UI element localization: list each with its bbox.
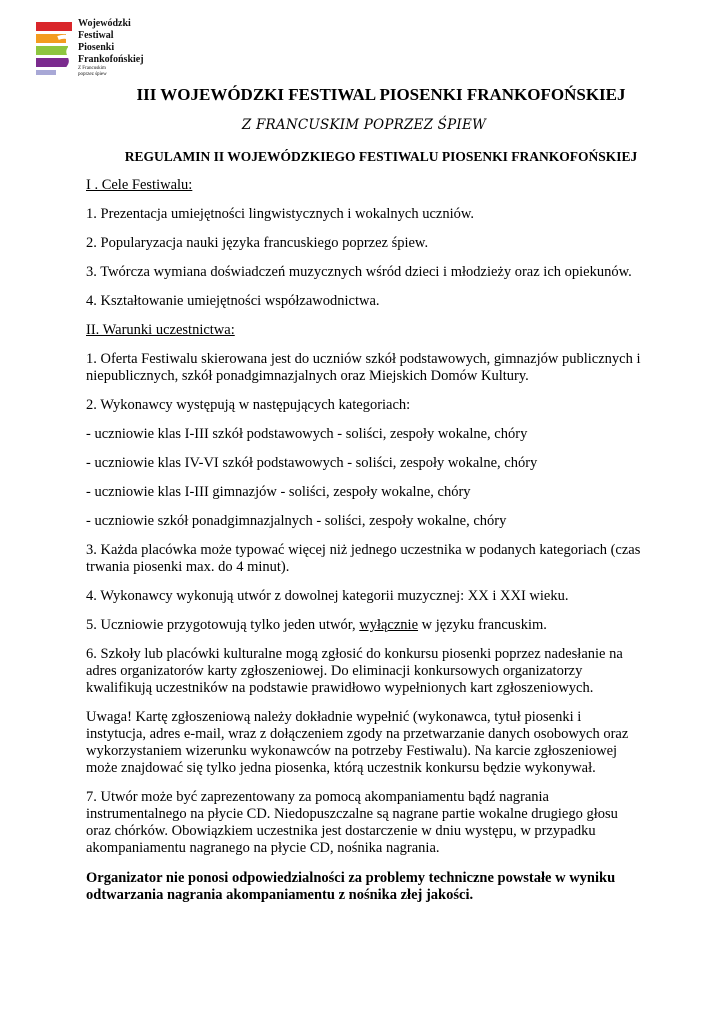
warning-paragraph: Organizator nie ponosi odpowiedzialności za problemy techniczne powstałe w wyniku odtwarzania nagrania akompaniamentu z nośnika złej jakości. bbox=[86, 870, 616, 903]
condition-4: 4. Wykonawcy wykonują utwór z dowolnej kategorii muzycznej: XX i XXI wieku. bbox=[86, 588, 569, 604]
condition-6: 6. Szkoły lub placówki kulturalne mogą zgłosić do konkursu piosenki poprzez nadesłanie na adres organizatorów karty zgłoszeniowej. Do eliminacji konkursowych organizatorzy kwalifikują uczestników na podstawie prawidłowo wypełnionych kart zgłoszeniowych. bbox=[86, 646, 623, 696]
page-title: III WOJEWÓDZKI FESTIWAL PIOSENKI FRANKOFOŃSKIEJ bbox=[136, 85, 626, 104]
condition-3: 3. Każda placówka może typować więcej niż jednego uczestnika w podanych kategoriach (czas trwania piosenki max. do 4 minut). bbox=[86, 542, 641, 575]
condition-2: 2. Wykonawcy występują w następujących kategoriach: bbox=[86, 397, 411, 413]
section-goals-heading: I . Cele Festiwalu: bbox=[86, 177, 193, 193]
condition-5-emphasis: wyłącznie bbox=[359, 617, 419, 633]
goal-item: 1. Prezentacja umiejętności lingwistycznych i wokalnych uczniów. bbox=[86, 206, 475, 222]
goal-item: 4. Kształtowanie umiejętności współzawodnictwa. bbox=[86, 293, 380, 309]
logo-line-3: Piosenki bbox=[78, 42, 115, 53]
logo-bar-red bbox=[36, 22, 72, 31]
category-item: - uczniowie klas IV-VI szkół podstawowych - soliści, zespoły wokalne, chóry bbox=[86, 455, 538, 471]
logo-line-1: Wojewódzki bbox=[78, 18, 131, 29]
page-subtitle: Z FRANCUSKIM POPRZEZ ŚPIEW bbox=[241, 117, 487, 133]
regulation-heading: REGULAMIN II WOJEWÓDZKIEGO FESTIWALU PIOSENKI FRANKOFOŃSKIEJ bbox=[124, 149, 638, 164]
goal-item: 2. Popularyzacja nauki języka francuskiego poprzez śpiew. bbox=[86, 235, 429, 251]
logo-text bbox=[78, 18, 144, 78]
condition-7: 7. Utwór może być zaprezentowany za pomocą akompaniamentu bądź nagrania instrumentalnego na płycie CD. Niedopuszczalne są nagrane partie wokalne drugiego głosu oraz chórków. Obowiązkiem uczestnika jest dostarczenie w dniu występu, w przypadku akompaniamentu nagranego na płycie CD, nośnika nagrania. bbox=[86, 789, 618, 856]
section-conditions-heading: II. Warunki uczestnictwa: bbox=[86, 322, 235, 338]
logo-line-2: Festiwal bbox=[78, 30, 114, 41]
logo-small-line-2: poprzez śpiew bbox=[78, 72, 107, 77]
category-item: - uczniowie szkół ponadgimnazjalnych - soliści, zespoły wokalne, chóry bbox=[86, 513, 507, 529]
note-paragraph: Uwaga! Kartę zgłoszeniową należy dokładnie wypełnić (wykonawca, tytuł piosenki i instytucja, adres e-mail, wraz z dołączeniem zgody na przetwarzanie danych osobowych oraz wykorzystaniem wizerunku wykonawców na potrzeby Festiwalu). Na karcie zgłoszeniowej może znajdować się tylko jedna piosenka, którą uczestnik konkursu będzie wykonywał. bbox=[86, 709, 629, 776]
document-body bbox=[86, 84, 642, 904]
condition-1: 1. Oferta Festiwalu skierowana jest do uczniów szkół podstawowych, gimnazjów publicznych i niepublicznych, szkół ponadgimnazjalnych oraz Miejskich Domów Kultury. bbox=[86, 351, 641, 384]
condition-5 bbox=[86, 617, 642, 634]
condition-5-text-b: w języku francuskim. bbox=[418, 617, 547, 633]
logo-line-4: Frankofońskiej bbox=[78, 54, 144, 65]
festival-logo bbox=[36, 18, 146, 78]
condition-5-text-a: 5. Uczniowie przygotowują tylko jeden utwór, bbox=[86, 617, 360, 633]
category-item: - uczniowie klas I-III szkół podstawowych - soliści, zespoły wokalne, chóry bbox=[86, 426, 528, 442]
logo-bar-lavender bbox=[36, 70, 56, 75]
bird-icon bbox=[54, 32, 78, 72]
category-item: - uczniowie klas I-III gimnazjów - soliści, zespoły wokalne, chóry bbox=[86, 484, 471, 500]
logo-small-line-1: Z Francuskim bbox=[78, 66, 106, 71]
goal-item: 3. Twórcza wymiana doświadczeń muzycznych wśród dzieci i młodzieży oraz ich opiekunów. bbox=[86, 264, 632, 280]
